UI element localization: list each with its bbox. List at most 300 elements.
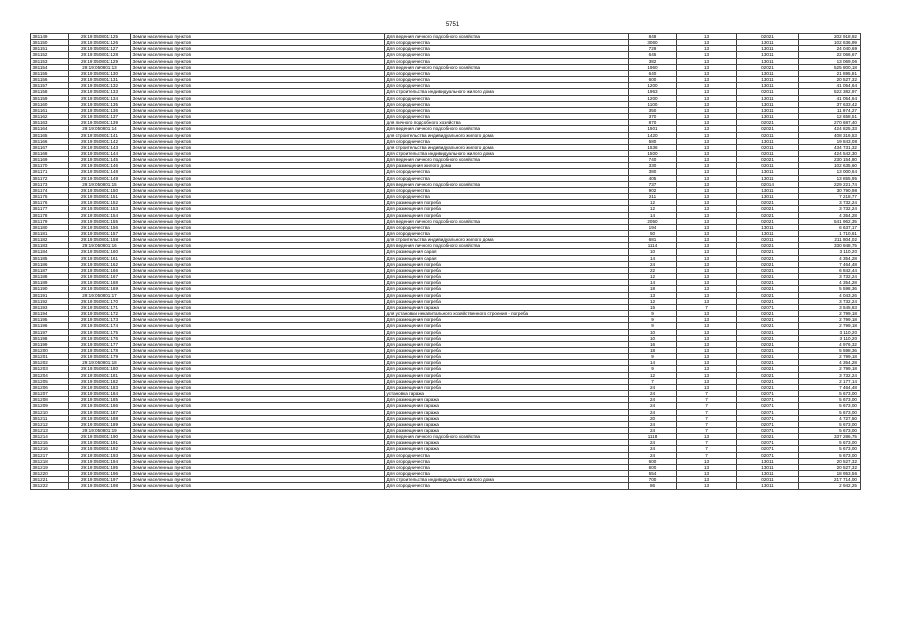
permitted-use-cell: Для ведения личного подсобного хозяйства: [385, 34, 629, 40]
row-id-cell: 381221: [31, 477, 69, 483]
permitted-use-cell: Для строительства индивидуального жилого дома: [385, 89, 629, 95]
permitted-use-cell: Для огородничества: [385, 46, 629, 52]
cadastral-number-cell: 29:19:050801:14: [69, 126, 131, 132]
use-code-cell: 02021: [737, 298, 799, 304]
row-id-cell: 381203: [31, 366, 69, 372]
row-id-cell: 381196: [31, 323, 69, 329]
group-code-cell: 13: [677, 311, 737, 317]
cadastral-value-cell: 7 218,77: [799, 194, 861, 200]
permitted-use-cell: Для размещения погреба: [385, 335, 629, 341]
cadastral-number-cell: 29:19:050801:142: [69, 138, 131, 144]
cadastral-value-cell: 5 673,00: [799, 440, 861, 446]
land-category-cell: Земли населенных пунктов: [131, 347, 385, 353]
cadastral-value-cell: 2 799,18: [799, 317, 861, 323]
area-cell: 18: [629, 286, 677, 292]
group-code-cell: 13: [677, 477, 737, 483]
permitted-use-cell: Для ведения личного подсобного хозяйства: [385, 218, 629, 224]
cadastral-value-cell: 5 673,00: [799, 391, 861, 397]
permitted-use-cell: для личного подсобного хозяйства: [385, 120, 629, 126]
area-cell: 13: [629, 292, 677, 298]
cadastral-number-cell: 29:19:050801:190: [69, 434, 131, 440]
permitted-use-cell: Для огородничества: [385, 464, 629, 470]
row-id-cell: 381164: [31, 126, 69, 132]
cadastral-value-cell: 21 895,81: [799, 70, 861, 76]
cadastral-value-cell: 217 714,00: [799, 477, 861, 483]
use-code-cell: 02071: [737, 415, 799, 421]
row-id-cell: 381155: [31, 70, 69, 76]
group-code-cell: 13: [677, 52, 737, 58]
land-category-cell: Земли населенных пунктов: [131, 169, 385, 175]
row-id-cell: 381158: [31, 89, 69, 95]
cadastral-number-cell: 29:19:050801:161: [69, 255, 131, 261]
row-id-cell: 381211: [31, 415, 69, 421]
cadastral-value-cell: 13 855,95: [799, 175, 861, 181]
cadastral-value-cell: 3 732,24: [799, 274, 861, 280]
row-id-cell: 381162: [31, 114, 69, 120]
land-category-cell: Земли населенных пунктов: [131, 286, 385, 292]
area-cell: 24: [629, 446, 677, 452]
permitted-use-cell: Для размещения погреба: [385, 384, 629, 390]
cadastral-number-cell: 29:19:050801:176: [69, 335, 131, 341]
land-category-cell: Земли населенных пунктов: [131, 255, 385, 261]
group-code-cell: 13: [677, 89, 737, 95]
land-category-cell: Земли населенных пунктов: [131, 280, 385, 286]
cadastral-value-cell: 5 673,00: [799, 452, 861, 458]
permitted-use-cell: Для огородничества: [385, 458, 629, 464]
area-cell: 14: [629, 212, 677, 218]
land-category-cell: Земли населенных пунктов: [131, 249, 385, 255]
group-code-cell: 13: [677, 483, 737, 489]
row-id-cell: 381177: [31, 206, 69, 212]
land-category-cell: Земли населенных пунктов: [131, 415, 385, 421]
group-code-cell: 13: [677, 181, 737, 187]
land-category-cell: Земли населенных пунктов: [131, 224, 385, 230]
use-code-cell: 13011: [737, 138, 799, 144]
land-category-cell: Земли населенных пунктов: [131, 477, 385, 483]
land-category-cell: Земли населенных пунктов: [131, 101, 385, 107]
row-id-cell: 381173: [31, 181, 69, 187]
group-code-cell: 13: [677, 335, 737, 341]
cadastral-number-cell: 29:19:050801:130: [69, 70, 131, 76]
permitted-use-cell: Для огородничества: [385, 224, 629, 230]
cadastral-value-cell: 408 316,53: [799, 132, 861, 138]
cadastral-value-cell: 330 948,75: [799, 243, 861, 249]
cadastral-value-cell: 424 542,30: [799, 150, 861, 156]
cadastral-number-cell: 29:19:050801:187: [69, 409, 131, 415]
row-id-cell: 381160: [31, 101, 69, 107]
area-cell: 24: [629, 421, 677, 427]
area-cell: 15: [629, 304, 677, 310]
row-id-cell: 381180: [31, 224, 69, 230]
row-id-cell: 381166: [31, 138, 69, 144]
permitted-use-cell: Для ведения личного подсобного хозяйства: [385, 157, 629, 163]
cadastral-number-cell: 29:19:050801:178: [69, 347, 131, 353]
group-code-cell: 13: [677, 231, 737, 237]
cadastral-number-cell: 29:19:050801:154: [69, 212, 131, 218]
land-category-cell: Земли населенных пунктов: [131, 126, 385, 132]
row-id-cell: 381179: [31, 218, 69, 224]
use-code-cell: 13011: [737, 107, 799, 113]
use-code-cell: 13011: [737, 483, 799, 489]
group-code-cell: 13: [677, 218, 737, 224]
group-code-cell: 13: [677, 150, 737, 156]
row-id-cell: 381185: [31, 255, 69, 261]
cadastral-number-cell: 29:19:050801:150: [69, 187, 131, 193]
use-code-cell: 13011: [737, 52, 799, 58]
land-category-cell: Земли населенных пунктов: [131, 292, 385, 298]
permitted-use-cell: Для размещения погреба: [385, 274, 629, 280]
cadastral-value-cell: 3 110,20: [799, 335, 861, 341]
use-code-cell: 13011: [737, 169, 799, 175]
permitted-use-cell: Для размещения гаража: [385, 440, 629, 446]
row-id-cell: 381219: [31, 464, 69, 470]
row-id-cell: 381214: [31, 434, 69, 440]
use-code-cell: 02021: [737, 384, 799, 390]
area-cell: 14: [629, 280, 677, 286]
group-code-cell: 7: [677, 304, 737, 310]
permitted-use-cell: Для ведения личного подсобного хозяйства: [385, 64, 629, 70]
area-cell: 9: [629, 317, 677, 323]
land-category-cell: Земли населенных пунктов: [131, 243, 385, 249]
land-category-cell: Земли населенных пунктов: [131, 34, 385, 40]
cadastral-value-cell: 2 799,18: [799, 323, 861, 329]
group-code-cell: 13: [677, 471, 737, 477]
cadastral-value-cell: 11 974,27: [799, 107, 861, 113]
area-cell: 194: [629, 224, 677, 230]
area-cell: 554: [629, 471, 677, 477]
row-id-cell: 381171: [31, 169, 69, 175]
area-cell: 22: [629, 267, 677, 273]
area-cell: 330: [629, 163, 677, 169]
use-code-cell: 13011: [737, 224, 799, 230]
cadastral-table-container: [30, 33, 860, 490]
cadastral-number-cell: 29:19:050801:168: [69, 280, 131, 286]
cadastral-value-cell: 3 732,24: [799, 206, 861, 212]
group-code-cell: 13: [677, 70, 737, 76]
group-code-cell: 7: [677, 391, 737, 397]
cadastral-value-cell: 12 658,51: [799, 114, 861, 120]
land-category-cell: Земли населенных пунктов: [131, 409, 385, 415]
cadastral-value-cell: 2 177,14: [799, 378, 861, 384]
area-cell: 24: [629, 261, 677, 267]
land-category-cell: Земли населенных пунктов: [131, 397, 385, 403]
permitted-use-cell: Для огородничества: [385, 187, 629, 193]
cadastral-value-cell: 24 040,69: [799, 46, 861, 52]
cadastral-number-cell: 29:19:050801:155: [69, 218, 131, 224]
page-number: 5751: [445, 22, 460, 28]
permitted-use-cell: Для огородничества: [385, 175, 629, 181]
row-id-cell: 381201: [31, 354, 69, 360]
group-code-cell: 13: [677, 107, 737, 113]
cadastral-number-cell: 29:19:050801:169: [69, 286, 131, 292]
row-id-cell: 381154: [31, 64, 69, 70]
cadastral-number-cell: 29:19:050801:177: [69, 341, 131, 347]
group-code-cell: 13: [677, 255, 737, 261]
permitted-use-cell: Для огородничества: [385, 114, 629, 120]
use-code-cell: 13011: [737, 458, 799, 464]
cadastral-number-cell: 29:19:050801:129: [69, 58, 131, 64]
cadastral-value-cell: 19 843,08: [799, 138, 861, 144]
area-cell: 24: [629, 452, 677, 458]
use-code-cell: 02021: [737, 267, 799, 273]
use-code-cell: 02021: [737, 329, 799, 335]
group-code-cell: 13: [677, 194, 737, 200]
cadastral-number-cell: 29:19:050801:134: [69, 95, 131, 101]
area-cell: 24: [629, 391, 677, 397]
area-cell: 740: [629, 157, 677, 163]
area-cell: 86: [629, 483, 677, 489]
land-category-cell: Земли населенных пунктов: [131, 360, 385, 366]
use-code-cell: 02071: [737, 452, 799, 458]
area-cell: 600: [629, 464, 677, 470]
row-id-cell: 381200: [31, 347, 69, 353]
permitted-use-cell: Для размещения жилого дома: [385, 163, 629, 169]
cadastral-number-cell: 29:19:050801:195: [69, 464, 131, 470]
permitted-use-cell: Для размещения погреба: [385, 354, 629, 360]
row-id-cell: 381199: [31, 341, 69, 347]
cadastral-number-cell: 29:19:050801:185: [69, 397, 131, 403]
land-category-cell: Земли населенных пунктов: [131, 83, 385, 89]
cadastral-number-cell: 29:19:050801:166: [69, 267, 131, 273]
row-id-cell: 381157: [31, 83, 69, 89]
use-code-cell: 02021: [737, 206, 799, 212]
land-category-cell: Земли населенных пунктов: [131, 181, 385, 187]
row-id-cell: 381216: [31, 446, 69, 452]
land-category-cell: Земли населенных пунктов: [131, 317, 385, 323]
use-code-cell: 02071: [737, 428, 799, 434]
land-category-cell: Земли населенных пунктов: [131, 384, 385, 390]
group-code-cell: 13: [677, 298, 737, 304]
cadastral-number-cell: 29:19:050801:149: [69, 175, 131, 181]
row-id-cell: 381184: [31, 249, 69, 255]
land-category-cell: Земли населенных пунктов: [131, 187, 385, 193]
land-category-cell: Земли населенных пунктов: [131, 274, 385, 280]
use-code-cell: 02011: [737, 132, 799, 138]
permitted-use-cell: установка гаража: [385, 391, 629, 397]
area-cell: 405: [629, 175, 677, 181]
group-code-cell: 13: [677, 101, 737, 107]
cadastral-value-cell: 13 069,06: [799, 58, 861, 64]
cadastral-value-cell: 230 154,80: [799, 157, 861, 163]
permitted-use-cell: Для огородничества: [385, 52, 629, 58]
row-id-cell: 381186: [31, 261, 69, 267]
use-code-cell: 13011: [737, 83, 799, 89]
group-code-cell: 7: [677, 415, 737, 421]
permitted-use-cell: Для огородничества: [385, 194, 629, 200]
row-id-cell: 381149: [31, 34, 69, 40]
cadastral-number-cell: 29:19:050801:128: [69, 52, 131, 58]
land-category-cell: Земли населенных пунктов: [131, 483, 385, 489]
group-code-cell: 13: [677, 58, 737, 64]
use-code-cell: 13011: [737, 464, 799, 470]
group-code-cell: 13: [677, 206, 737, 212]
permitted-use-cell: Для строительства индивидуального жилого дома: [385, 477, 629, 483]
group-code-cell: 13: [677, 378, 737, 384]
permitted-use-cell: для строительства индивидуального жилого дома: [385, 237, 629, 243]
area-cell: 848: [629, 34, 677, 40]
group-code-cell: 13: [677, 200, 737, 206]
area-cell: 640: [629, 70, 677, 76]
cadastral-value-cell: 7 464,48: [799, 384, 861, 390]
use-code-cell: 02014: [737, 181, 799, 187]
area-cell: 645: [629, 52, 677, 58]
cadastral-value-cell: 102 635,60: [799, 163, 861, 169]
table-body: [31, 34, 861, 490]
row-id-cell: 381159: [31, 95, 69, 101]
cadastral-value-cell: 20 527,32: [799, 77, 861, 83]
cadastral-value-cell: 3 732,24: [799, 298, 861, 304]
use-code-cell: 13011: [737, 70, 799, 76]
cadastral-value-cell: 7 464,48: [799, 261, 861, 267]
cadastral-number-cell: 29:19:050801:160: [69, 249, 131, 255]
row-id-cell: 381206: [31, 384, 69, 390]
cadastral-number-cell: 29:19:050801:192: [69, 446, 131, 452]
area-cell: 7: [629, 378, 677, 384]
use-code-cell: 02021: [737, 434, 799, 440]
permitted-use-cell: Для ведения личного подсобного хозяйства: [385, 181, 629, 187]
cadastral-number-cell: 29:19:050801:18: [69, 360, 131, 366]
land-category-cell: Земли населенных пунктов: [131, 471, 385, 477]
group-code-cell: 13: [677, 384, 737, 390]
permitted-use-cell: Для размещения гаража: [385, 421, 629, 427]
row-id-cell: 381168: [31, 150, 69, 156]
land-category-cell: Земли населенных пунктов: [131, 372, 385, 378]
cadastral-value-cell: 2 799,18: [799, 366, 861, 372]
land-category-cell: Земли населенных пунктов: [131, 150, 385, 156]
group-code-cell: 13: [677, 120, 737, 126]
row-id-cell: 381182: [31, 237, 69, 243]
cadastral-number-cell: 29:19:050801:157: [69, 231, 131, 237]
cadastral-number-cell: 29:19:050801:152: [69, 200, 131, 206]
land-category-cell: Земли населенных пунктов: [131, 52, 385, 58]
permitted-use-cell: Для размещения погреба: [385, 200, 629, 206]
group-code-cell: 13: [677, 286, 737, 292]
use-code-cell: 02021: [737, 323, 799, 329]
cadastral-number-cell: 29:19:050801:139: [69, 120, 131, 126]
group-code-cell: 13: [677, 224, 737, 230]
land-category-cell: Земли населенных пунктов: [131, 212, 385, 218]
cadastral-value-cell: 5 673,00: [799, 409, 861, 415]
use-code-cell: 02011: [737, 237, 799, 243]
cadastral-value-cell: 2 799,18: [799, 354, 861, 360]
cadastral-value-cell: 3 110,20: [799, 249, 861, 255]
land-category-cell: Земли населенных пунктов: [131, 200, 385, 206]
cadastral-value-cell: 41 054,64: [799, 83, 861, 89]
cadastral-number-cell: 29:19:050801:13: [69, 64, 131, 70]
permitted-use-cell: Для размещения гаража: [385, 397, 629, 403]
group-code-cell: 13: [677, 40, 737, 46]
row-id-cell: 381176: [31, 200, 69, 206]
area-cell: 9: [629, 366, 677, 372]
area-cell: 10: [629, 249, 677, 255]
use-code-cell: 02071: [737, 304, 799, 310]
cadastral-number-cell: 29:19:050801:170: [69, 298, 131, 304]
use-code-cell: 13011: [737, 95, 799, 101]
cadastral-value-cell: 211 804,02: [799, 237, 861, 243]
group-code-cell: 13: [677, 175, 737, 181]
row-id-cell: 381197: [31, 329, 69, 335]
group-code-cell: 13: [677, 169, 737, 175]
use-code-cell: 02021: [737, 218, 799, 224]
cadastral-number-cell: 29:19:050801:197: [69, 477, 131, 483]
use-code-cell: 13011: [737, 231, 799, 237]
row-id-cell: 381213: [31, 428, 69, 434]
cadastral-number-cell: 29:19:050801:125: [69, 34, 131, 40]
area-cell: 600: [629, 77, 677, 83]
cadastral-value-cell: 4 043,26: [799, 292, 861, 298]
permitted-use-cell: Для огородничества: [385, 77, 629, 83]
area-cell: 50: [629, 231, 677, 237]
cadastral-value-cell: 4 976,32: [799, 341, 861, 347]
area-cell: 1501: [629, 126, 677, 132]
use-code-cell: 02021: [737, 360, 799, 366]
area-cell: 9: [629, 323, 677, 329]
permitted-use-cell: Для размещения гаража: [385, 415, 629, 421]
row-id-cell: 381208: [31, 397, 69, 403]
land-category-cell: Земли населенных пунктов: [131, 261, 385, 267]
area-cell: 24: [629, 397, 677, 403]
permitted-use-cell: Для ведения личного подсобного хозяйства: [385, 126, 629, 132]
cadastral-value-cell: 4 727,50: [799, 415, 861, 421]
cadastral-number-cell: 29:19:050801:171: [69, 304, 131, 310]
row-id-cell: 381169: [31, 157, 69, 163]
cadastral-value-cell: 5 673,00: [799, 403, 861, 409]
area-cell: 870: [629, 120, 677, 126]
permitted-use-cell: Для размещения погреба: [385, 347, 629, 353]
row-id-cell: 381174: [31, 187, 69, 193]
use-code-cell: 13011: [737, 471, 799, 477]
cadastral-value-cell: 424 825,33: [799, 126, 861, 132]
cadastral-number-cell: 29:19:050801:126: [69, 40, 131, 46]
area-cell: 10: [629, 329, 677, 335]
land-category-cell: Земли населенных пунктов: [131, 70, 385, 76]
land-category-cell: Земли населенных пунктов: [131, 77, 385, 83]
area-cell: 18: [629, 347, 677, 353]
permitted-use-cell: Для огородничества: [385, 101, 629, 107]
permitted-use-cell: Для размещения погреба: [385, 323, 629, 329]
group-code-cell: 13: [677, 354, 737, 360]
use-code-cell: 13011: [737, 58, 799, 64]
group-code-cell: 13: [677, 64, 737, 70]
permitted-use-cell: Для огородничества: [385, 138, 629, 144]
permitted-use-cell: Для размещения погреба: [385, 267, 629, 273]
land-category-cell: Земли населенных пунктов: [131, 138, 385, 144]
land-category-cell: Земли населенных пунктов: [131, 403, 385, 409]
area-cell: 902: [629, 187, 677, 193]
cadastral-number-cell: 29:19:050801:148: [69, 169, 131, 175]
group-code-cell: 7: [677, 452, 737, 458]
row-id-cell: 381150: [31, 40, 69, 46]
land-category-cell: Земли населенных пунктов: [131, 157, 385, 163]
cadastral-value-cell: 337 286,75: [799, 434, 861, 440]
cadastral-number-cell: 29:19:050801:17: [69, 292, 131, 298]
area-cell: 10: [629, 335, 677, 341]
use-code-cell: 02021: [737, 126, 799, 132]
area-cell: 3060: [629, 40, 677, 46]
land-category-cell: Земли населенных пунктов: [131, 458, 385, 464]
cadastral-number-cell: 29:19:050801:182: [69, 378, 131, 384]
row-id-cell: 381190: [31, 286, 69, 292]
cadastral-number-cell: 29:19:050801:188: [69, 415, 131, 421]
area-cell: 600: [629, 458, 677, 464]
cadastral-value-cell: 434 731,32: [799, 144, 861, 150]
use-code-cell: 02021: [737, 341, 799, 347]
cadastral-number-cell: 29:19:050801:153: [69, 206, 131, 212]
area-cell: 700: [629, 477, 677, 483]
row-id-cell: 381163: [31, 120, 69, 126]
cadastral-value-cell: 1 710,61: [799, 231, 861, 237]
row-id-cell: 381194: [31, 311, 69, 317]
